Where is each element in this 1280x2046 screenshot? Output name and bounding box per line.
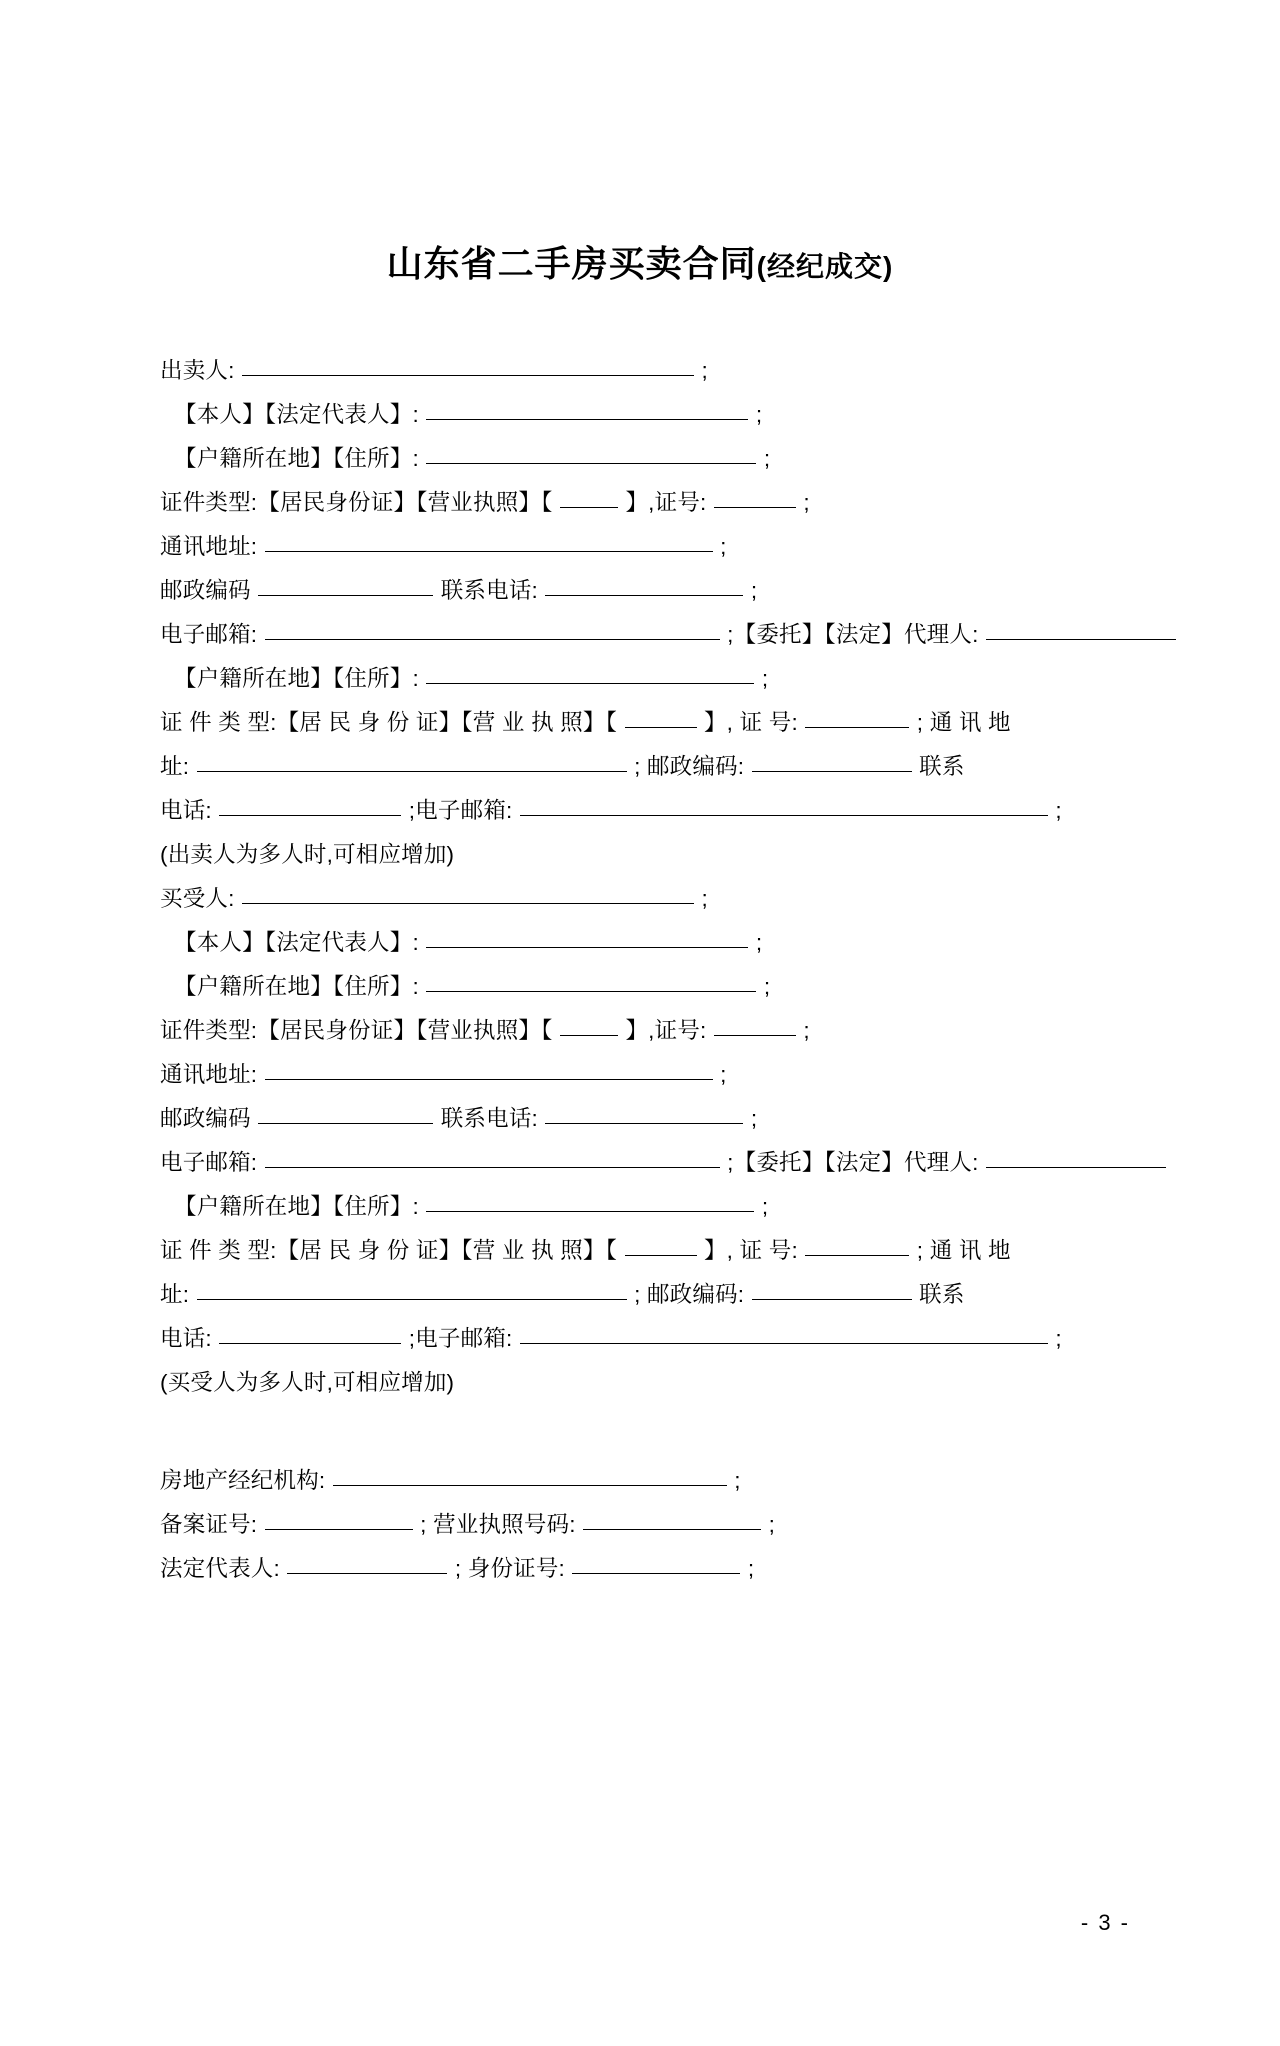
buyer-idtype-blank[interactable] xyxy=(560,1034,618,1036)
buyer-agent-residence-blank[interactable] xyxy=(426,1210,754,1212)
seller-agent-phone-label: 联系 xyxy=(919,754,965,779)
buyer-agent-email-end: ; xyxy=(1055,1326,1062,1351)
buyer-agent-address-blank[interactable] xyxy=(197,1298,627,1300)
seller-agent-address-blank[interactable] xyxy=(197,770,627,772)
buyer-address-blank[interactable] xyxy=(265,1078,713,1080)
buyer-idno-end: ; xyxy=(803,1018,810,1043)
buyer-agent-address-label: 址: xyxy=(160,1282,190,1307)
agency-name-label: 房地产经纪机构: xyxy=(160,1468,326,1493)
seller-agent-residence-end: ; xyxy=(761,666,769,691)
buyer-phone-label: 联系电话: xyxy=(440,1106,538,1131)
buyer-idtype-line xyxy=(160,1009,1162,1053)
seller-idno-label: 】,证号: xyxy=(625,490,707,515)
seller-email-label: 电子邮箱: xyxy=(160,622,258,647)
buyer-agent-idno-blank[interactable] xyxy=(805,1254,909,1256)
page-title-main: 山东省二手房买卖合同 xyxy=(386,243,757,284)
seller-agent-postcode-blank[interactable] xyxy=(752,770,912,772)
seller-residence-end: ; xyxy=(763,446,771,471)
seller-agent-email-blank[interactable] xyxy=(520,814,1048,816)
buyer-email-blank[interactable] xyxy=(265,1166,720,1168)
seller-agent-label: ;【委托】【法定】代理人: xyxy=(727,622,979,647)
buyer-rep-label: 【本人】【法定代表人】: xyxy=(174,930,419,955)
buyer-residence-label: 【户籍所在地】【住所】: xyxy=(174,974,419,999)
buyer-residence-line xyxy=(160,965,1162,1009)
buyer-name-line xyxy=(160,877,1162,921)
seller-agent-blank[interactable] xyxy=(986,638,1176,640)
buyer-agent-phone-blank[interactable] xyxy=(219,1342,401,1344)
page-title-suffix: (经纪成交) xyxy=(756,251,894,282)
section-spacer xyxy=(160,1405,1162,1459)
seller-note: (出卖人为多人时,可相应增加) xyxy=(160,842,455,867)
seller-phone-blank[interactable] xyxy=(545,594,743,596)
buyer-agent-idtype-label: 证 件 类 型:【居 民 身 份 证】【营 业 执 照】【 xyxy=(160,1238,618,1263)
buyer-note: (买受人为多人时,可相应增加) xyxy=(160,1370,455,1395)
buyer-rep-blank[interactable] xyxy=(426,946,748,948)
buyer-agent-residence-label: 【户籍所在地】【住所】: xyxy=(174,1194,419,1219)
buyer-agent-residence-line xyxy=(160,1185,1162,1229)
seller-postcode-blank[interactable] xyxy=(258,594,433,596)
agency-rep-line xyxy=(160,1547,1162,1591)
buyer-email-line xyxy=(160,1141,1162,1185)
buyer-rep-line xyxy=(160,921,1162,965)
seller-agent-residence-label: 【户籍所在地】【住所】: xyxy=(174,666,419,691)
seller-residence-line xyxy=(160,437,1162,481)
buyer-postcode-line xyxy=(160,1097,1162,1141)
buyer-email-label: 电子邮箱: xyxy=(160,1150,258,1175)
seller-idtype-label: 证件类型:【居民身份证】【营业执照】【 xyxy=(160,490,553,515)
seller-address-blank[interactable] xyxy=(265,550,713,552)
buyer-postcode-blank[interactable] xyxy=(258,1122,433,1124)
seller-agent-residence-line xyxy=(160,657,1162,701)
seller-agent-idno-blank[interactable] xyxy=(805,726,909,728)
buyer-address-line xyxy=(160,1053,1162,1097)
buyer-name-label: 买受人: xyxy=(160,886,235,911)
buyer-agent-idtype-blank[interactable] xyxy=(625,1254,697,1256)
seller-phone-end: ; xyxy=(750,578,758,603)
seller-rep-line xyxy=(160,393,1162,437)
agency-name-blank[interactable] xyxy=(333,1484,727,1486)
buyer-agent-email-blank[interactable] xyxy=(520,1342,1048,1344)
agency-rep-label: 法定代表人: xyxy=(160,1556,280,1581)
buyer-address-label: 通讯地址: xyxy=(160,1062,258,1087)
seller-email-line xyxy=(160,613,1162,657)
seller-agent-idtype-label: 证 件 类 型:【居 民 身 份 证】【营 业 执 照】【 xyxy=(160,710,618,735)
seller-agent-idtype-blank[interactable] xyxy=(625,726,697,728)
buyer-idno-blank[interactable] xyxy=(714,1034,796,1036)
seller-address-line xyxy=(160,525,1162,569)
seller-address-end: ; xyxy=(720,534,727,559)
seller-agent-postcode-label: ; 邮政编码: xyxy=(634,754,745,779)
seller-agent-idtype-line xyxy=(160,701,1162,745)
buyer-rep-end: ; xyxy=(755,930,763,955)
buyer-agent-postcode-blank[interactable] xyxy=(752,1298,912,1300)
document-page xyxy=(0,236,1280,2046)
seller-agent-phone-line xyxy=(160,789,1162,833)
buyer-agent-address-line xyxy=(160,1273,1162,1317)
buyer-agent-phone-label: 联系 xyxy=(919,1282,965,1307)
buyer-agent-idtype-line xyxy=(160,1229,1162,1273)
seller-idno-blank[interactable] xyxy=(714,506,796,508)
agency-rep-blank[interactable] xyxy=(287,1572,447,1574)
seller-rep-blank[interactable] xyxy=(426,418,748,420)
buyer-agent-addr-label: ; 通 讯 地 xyxy=(916,1238,1011,1263)
seller-rep-label: 【本人】【法定代表人】: xyxy=(174,402,419,427)
buyer-agent-phone-line xyxy=(160,1317,1162,1361)
seller-rep-end: ; xyxy=(755,402,763,427)
seller-residence-blank[interactable] xyxy=(426,462,756,464)
buyer-phone-end: ; xyxy=(750,1106,758,1131)
buyer-agent-postcode-label: ; 邮政编码: xyxy=(634,1282,745,1307)
agency-repid-end: ; xyxy=(747,1556,755,1581)
buyer-residence-end: ; xyxy=(763,974,771,999)
buyer-name-blank[interactable] xyxy=(242,902,694,904)
seller-agent-idno-label: 】, 证 号: xyxy=(703,710,798,735)
buyer-agent-label: ;【委托】【法定】代理人: xyxy=(727,1150,979,1175)
buyer-agent-phone-label2: 电话: xyxy=(160,1326,212,1351)
seller-postcode-label: 邮政编码 xyxy=(160,578,251,603)
buyer-residence-blank[interactable] xyxy=(426,990,756,992)
seller-idno-end: ; xyxy=(803,490,810,515)
seller-address-label: 通讯地址: xyxy=(160,534,258,559)
agency-name-line xyxy=(160,1459,1162,1503)
buyer-agent-idno-label: 】, 证 号: xyxy=(703,1238,798,1263)
seller-phone-label: 联系电话: xyxy=(440,578,538,603)
page-title xyxy=(0,236,1280,287)
buyer-address-end: ; xyxy=(720,1062,727,1087)
buyer-postcode-label: 邮政编码 xyxy=(160,1106,251,1131)
seller-agent-addr-label: ; 通 讯 地 xyxy=(916,710,1011,735)
seller-name-label: 出卖人: xyxy=(160,358,235,383)
seller-name-end: ; xyxy=(701,358,708,383)
agency-repid-blank[interactable] xyxy=(572,1572,740,1574)
buyer-agent-email-label: ;电子邮箱: xyxy=(408,1326,513,1351)
seller-agent-email-end: ; xyxy=(1055,798,1062,823)
agency-license-end: ; xyxy=(768,1512,776,1537)
buyer-name-end: ; xyxy=(701,886,708,911)
seller-idtype-line xyxy=(160,481,1162,525)
seller-agent-phone-blank[interactable] xyxy=(219,814,401,816)
contract-body xyxy=(0,349,1280,1591)
seller-agent-email-label: ;电子邮箱: xyxy=(408,798,513,823)
buyer-idno-label: 】,证号: xyxy=(625,1018,707,1043)
seller-agent-phone-label2: 电话: xyxy=(160,798,212,823)
agency-license-blank[interactable] xyxy=(583,1528,761,1530)
agency-record-blank[interactable] xyxy=(265,1528,413,1530)
buyer-phone-blank[interactable] xyxy=(545,1122,743,1124)
seller-email-blank[interactable] xyxy=(265,638,720,640)
seller-agent-address-label: 址: xyxy=(160,754,190,779)
seller-postcode-line xyxy=(160,569,1162,613)
seller-idtype-blank[interactable] xyxy=(560,506,618,508)
buyer-agent-blank[interactable] xyxy=(986,1166,1166,1168)
agency-license-label: ; 营业执照号码: xyxy=(420,1512,576,1537)
seller-name-blank[interactable] xyxy=(242,374,694,376)
agency-record-label: 备案证号: xyxy=(160,1512,258,1537)
agency-record-line xyxy=(160,1503,1162,1547)
page-number: - 3 - xyxy=(1080,1910,1130,1935)
agency-name-end: ; xyxy=(734,1468,741,1493)
seller-name-line xyxy=(160,349,1162,393)
seller-agent-address-line xyxy=(160,745,1162,789)
seller-agent-residence-blank[interactable] xyxy=(426,682,754,684)
agency-repid-label: ; 身份证号: xyxy=(454,1556,566,1581)
seller-residence-label: 【户籍所在地】【住所】: xyxy=(174,446,419,471)
buyer-agent-residence-end: ; xyxy=(761,1194,769,1219)
buyer-idtype-label: 证件类型:【居民身份证】【营业执照】【 xyxy=(160,1018,553,1043)
